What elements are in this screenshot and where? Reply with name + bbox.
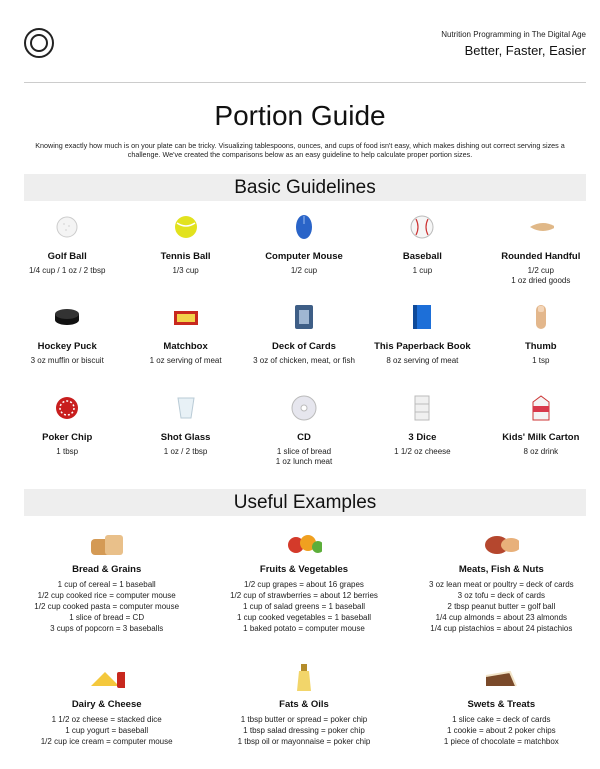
example-title: Fruits & Vegetables bbox=[259, 564, 349, 575]
guidelines-row-1 bbox=[8, 214, 600, 286]
example-card bbox=[403, 663, 600, 747]
page-title: Portion Guide bbox=[214, 100, 386, 131]
guideline-name: CD bbox=[297, 432, 311, 443]
tennis-ball-icon bbox=[173, 214, 199, 240]
guideline-item bbox=[8, 304, 126, 366]
oil-bottle-icon bbox=[286, 663, 322, 693]
guideline-item bbox=[482, 395, 600, 467]
guideline-item bbox=[8, 214, 126, 286]
paperback-book-icon bbox=[409, 304, 435, 330]
guideline-name: Poker Chip bbox=[42, 432, 93, 443]
dice-icon bbox=[409, 395, 435, 421]
bread-icon bbox=[89, 528, 125, 558]
guideline-desc: 8 oz drink bbox=[523, 447, 559, 456]
example-line: 1 cup of cereal = 1 baseball bbox=[57, 580, 156, 589]
guideline-name: Kids' Milk Carton bbox=[502, 432, 580, 443]
baseball-icon bbox=[409, 214, 435, 240]
tagline-large: Better, Faster, Easier bbox=[464, 43, 586, 58]
golf-ball-icon bbox=[54, 214, 80, 240]
logo bbox=[24, 28, 54, 58]
examples-row-2 bbox=[8, 663, 600, 747]
guideline-desc: 1 cup bbox=[412, 266, 433, 275]
guideline-name: Hockey Puck bbox=[37, 341, 97, 352]
example-title: Bread & Grains bbox=[72, 564, 142, 575]
example-line: 1 baked potato = computer mouse bbox=[243, 624, 365, 633]
example-line: 3 oz lean meat or poultry = deck of cards bbox=[428, 580, 574, 589]
meat-fish-icon bbox=[483, 528, 519, 558]
guideline-item bbox=[363, 395, 481, 467]
example-line: 3 oz tofu = deck of cards bbox=[457, 591, 546, 600]
guideline-item bbox=[126, 214, 244, 286]
guideline-desc: 8 oz serving of meat bbox=[386, 356, 459, 365]
example-card bbox=[205, 528, 402, 634]
guideline-item bbox=[482, 304, 600, 366]
guideline-name: This Paperback Book bbox=[374, 341, 471, 352]
example-line: 1 cup cooked vegetables = 1 baseball bbox=[236, 613, 372, 622]
guideline-item bbox=[363, 214, 481, 286]
example-card bbox=[8, 528, 205, 634]
hockey-puck-icon bbox=[54, 304, 80, 330]
header-divider bbox=[24, 82, 586, 83]
guideline-item bbox=[8, 395, 126, 467]
guideline-desc: 1 tbsp bbox=[56, 447, 79, 456]
guideline-desc: 1/3 cup bbox=[172, 266, 199, 275]
examples-row-1 bbox=[8, 528, 600, 634]
guideline-item bbox=[126, 395, 244, 467]
guideline-name: Tennis Ball bbox=[160, 251, 211, 262]
example-line: 1 1/2 oz cheese = stacked dice bbox=[51, 715, 162, 724]
example-line: 1 tbsp salad dressing = poker chip bbox=[243, 726, 365, 735]
guideline-desc: 3 oz muffin or biscuit bbox=[30, 356, 104, 365]
guideline-name: Shot Glass bbox=[160, 432, 211, 443]
deck-of-cards-icon bbox=[291, 304, 317, 330]
example-line: 1 piece of chocolate = matchbox bbox=[443, 737, 559, 746]
cake-icon bbox=[483, 663, 519, 693]
tagline bbox=[441, 30, 586, 58]
dairy-cheese-icon bbox=[89, 663, 125, 693]
milk-carton-icon bbox=[528, 395, 554, 421]
example-line: 1 slice cake = deck of cards bbox=[452, 715, 551, 724]
fruits-vegetables-icon bbox=[286, 528, 322, 558]
guideline-item bbox=[245, 214, 363, 286]
guideline-name: Baseball bbox=[402, 251, 442, 262]
poker-chip-icon bbox=[54, 395, 80, 421]
example-line: 1 tbsp oil or mayonnaise = poker chip bbox=[237, 737, 371, 746]
guideline-name: Golf Ball bbox=[47, 251, 87, 262]
basic-guidelines-heading: Basic Guidelines bbox=[24, 174, 586, 201]
guideline-name: Rounded Handful bbox=[501, 251, 581, 262]
guideline-item bbox=[126, 304, 244, 366]
guideline-desc: 3 oz of chicken, meat, or fish bbox=[253, 356, 355, 365]
tagline-small: Nutrition Programming in The Digital Age bbox=[441, 30, 586, 39]
shot-glass-icon bbox=[173, 395, 199, 421]
guideline-name: Computer Mouse bbox=[265, 251, 343, 262]
example-line: 1/2 cup cooked pasta = computer mouse bbox=[34, 602, 180, 611]
guideline-desc: 1 1/2 oz cheese bbox=[394, 447, 451, 456]
example-line: 1 cup yogurt = baseball bbox=[65, 726, 149, 735]
guidelines-row-3 bbox=[8, 395, 600, 467]
example-line: 1/2 cup grapes = about 16 grapes bbox=[244, 580, 364, 589]
matchbox-icon bbox=[173, 304, 199, 330]
example-title: Fats & Oils bbox=[279, 699, 329, 710]
example-line: 1 slice of bread = CD bbox=[69, 613, 145, 622]
guideline-item bbox=[245, 304, 363, 366]
guideline-name: Matchbox bbox=[163, 341, 208, 352]
example-line: 1/2 cup of strawberries = about 12 berries bbox=[230, 591, 378, 600]
guidelines-row-2 bbox=[8, 304, 600, 366]
guideline-desc: 1/4 cup / 1 oz / 2 tbsp bbox=[28, 266, 106, 275]
guideline-desc: 1 oz / 2 tbsp bbox=[163, 447, 208, 456]
example-card bbox=[8, 663, 205, 747]
example-line: 3 cups of popcorn = 3 baseballs bbox=[50, 624, 164, 633]
handful-icon bbox=[528, 214, 554, 240]
example-line: 1/4 cup pistachios = about 24 pistachios bbox=[430, 624, 573, 633]
guideline-desc: 1 tsp bbox=[532, 356, 550, 365]
useful-examples-heading: Useful Examples bbox=[24, 489, 586, 516]
example-card bbox=[205, 663, 402, 747]
example-title: Dairy & Cheese bbox=[71, 699, 142, 710]
intro-text: Knowing exactly how much is on your plate can be tricky. Visualizing tablespoons, ounces, and cups of food isn't easy, which makes dishing out correct serving sizes a challenge. We've created the comparisons below as an easy guideline to help calculate proper portion sizes. bbox=[35, 141, 565, 159]
example-line: 1 cup of salad greens = 1 baseball bbox=[242, 602, 366, 611]
computer-mouse-icon bbox=[291, 214, 317, 240]
guideline-item bbox=[245, 395, 363, 467]
example-line: 1/4 cup almonds = about 23 almonds bbox=[435, 613, 568, 622]
example-line: 1 cookie = about 2 poker chips bbox=[446, 726, 556, 735]
guideline-desc: 1/2 cup 1 oz dried goods bbox=[511, 266, 571, 285]
example-title: Meats, Fish & Nuts bbox=[458, 564, 544, 575]
guideline-desc: 1/2 cup bbox=[290, 266, 318, 275]
guideline-name: 3 Dice bbox=[408, 432, 437, 443]
example-line: 1/2 cup cooked rice = computer mouse bbox=[37, 591, 176, 600]
thumb-icon bbox=[528, 304, 554, 330]
guideline-name: Deck of Cards bbox=[272, 341, 336, 352]
example-line: 1 tbsp butter or spread = poker chip bbox=[240, 715, 368, 724]
guideline-item bbox=[482, 214, 600, 286]
guideline-desc: 1 slice of bread 1 oz lunch meat bbox=[275, 447, 333, 466]
example-line: 1/2 cup ice cream = computer mouse bbox=[40, 737, 173, 746]
cd-icon bbox=[291, 395, 317, 421]
guideline-desc: 1 oz serving of meat bbox=[149, 356, 222, 365]
example-card bbox=[403, 528, 600, 634]
guideline-name: Thumb bbox=[524, 341, 557, 352]
example-title: Swets & Treats bbox=[467, 699, 536, 710]
example-line: 2 tbsp peanut butter = golf ball bbox=[447, 602, 556, 611]
guideline-item bbox=[363, 304, 481, 366]
